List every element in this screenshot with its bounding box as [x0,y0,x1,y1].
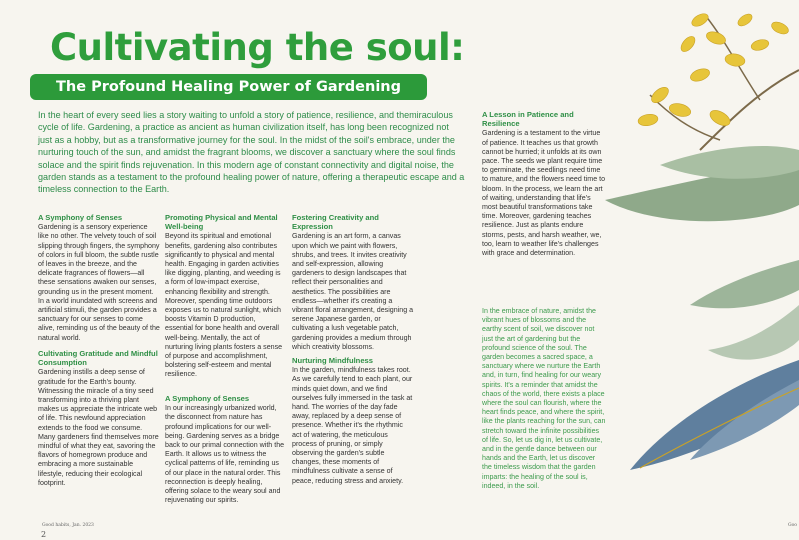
section-title: A Symphony of Senses [38,213,123,222]
section-mindfulness [292,356,414,486]
footer-issue-next: Goo [788,523,798,528]
section-body: In the garden, mindfulness takes root. As we carefully tend to each plant, our minds quiet down, and we find ourselves fully immersed in the task at hand. The worries of the day fade away, replaced by a deep sense of presence. Whether it's the rhythmic act of watering, the meticulous process of pruning, or simply observing the garden's subtle changes, these moments of mindfulness cultivate a sense of peace, reducing stress and anxiety. [292,366,413,485]
section-gratitude [38,349,160,488]
section-title: A Symphony of Senses [165,394,250,403]
subtitle-banner: The Profound Healing Power of Gardening [30,74,427,100]
page-number: 2 [41,530,47,539]
section-title: Promoting Physical and Mental Well-being [165,213,278,232]
closing-paragraph: In the embrace of nature, amidst the vibrant hues of blossoms and the earthy scent of soil, we discover not just the art of gardening but the profound science of the soul. The garden becomes a sacred space, a sanctuary where we nurture the Earth and, in turn, find healing for our weary spirits. It's a reminder that amidst the chaos of the world, there exists a place where the soul can flourish, where the heart finds peace, and where the spirit, like the plants reaching for the sun, can stretch toward the infinite possibilities of life. So, let us dig in, let us cultivate, and in the gentle dance between our hands and the Earth, let us discover the timeless wisdom that the garden imparts: the healing of the soul is, indeed, in the soil. [482,307,606,490]
section-creativity [292,213,414,352]
section-body: Gardening is a sensory experience like no other. The velvety touch of soil slipping through fingers, the symphony of colors in full bloom, the subtle rustle of leaves in the breeze, and the delicate fragrances of flowers—all these sensations awaken our senses, grounding us in the present moment. In a world inundated with screens and artificial stimuli, the garden provides a sanctuary for our senses to come alive, reminding us of the beauty of the natural world. [38,223,160,342]
section-body: Gardening is a testament to the virtue of patience. It teaches us that growth cannot be hurried; it unfolds at its own pace. The seeds we plant require time to germinate, the seedlings need time to mature, and the flowers need time to bloom. In the process, we learn the art of waiting, understanding that life's most beautiful transformations take time. Moreover, gardening teaches resilience. Just as plants endure storms, pests, and harsh weather, we, too, learn to weather life's challenges with grace and determination. [482,129,606,258]
section-body: Gardening instills a deep sense of gratitude for the Earth's bounty. Witnessing the miracle of a tiny seed transforming into a thriving plant makes us appreciate the intricate web of life. This newfound appreciation extends to the food we consume. Many gardeners find themselves more mindful of what they eat, savoring the flavors of homegrown produce and embracing a more sustainable lifestyle, reducing their ecological footprint. [38,368,159,487]
section-title: A Lesson in Patience and Resilience [482,110,574,129]
section-patience [482,110,606,258]
section-body: Beyond its spiritual and emotional benefits, gardening also contributes significantly to physical and mental health. Engaging in garden activities like digging, planting, and weeding is a form of low-impact exercise, enhancing flexibility and strength. Moreover, spending time outdoors exposes us to natural sunlight, which boosts Vitamin D production, essential for bone health and overall well-being. Mentally, the act of nurturing living plants fosters a sense of purpose and accomplishment, bolstering self-esteem and mental resilience. [165,232,283,379]
section-physical [165,213,285,380]
section-senses [38,213,160,343]
footer-issue: Good habits, Jan. 2023 [42,523,94,528]
section-title: Cultivating Gratitude and Mindful Consumption [38,349,158,368]
section-senses-2 [165,394,285,505]
intro-paragraph: In the heart of every seed lies a story waiting to unfold a story of patience, resilience, and themiraculous cycle of life. Gardening, a practice as ancient as human civilization itself, has long been recognized not just as a hobby, but as a transformative journey for the soul. In the midst of the soil's embrace, under the nurturing touch of the sun, and amidst the fragrant blooms, we discover a sanctuary where the soul finds solace and the spirit finds rejuvenation. In this modern age of constant connectivity and digital noise, the garden stands as a testament to the profound healing power of nature, offering a therapeutic escape and a timeless connection to the Earth. [38,110,465,195]
section-body: Gardening is an art form, a canvas upon which we paint with flowers, shrubs, and trees. It invites creativity and self-expression, allowing gardeners to design landscapes that reflect their personalities and aesthetics. The possibilities are endless—whether it's creating a vibrant floral arrangement, designing a serene Japanese garden, or cultivating a lush vegetable patch, gardening provides a medium through which creativity blossoms. [292,232,414,351]
section-title: Fostering Creativity and Expression [292,213,379,232]
section-body: In our increasingly urbanized world, the disconnect from nature has profound implications for our well-being. Gardening serves as a bridge back to our primal connection with the Earth. It allows us to witness the cyclical patterns of life, reminding us of our place in the natural order. This reconnection is deeply healing, offering solace to the weary soul and rejuvenating our spirits. [165,404,285,505]
section-closing [482,307,606,491]
page-title: Cultivating the soul: [50,26,465,69]
section-title: Nurturing Mindfulness [292,356,373,365]
